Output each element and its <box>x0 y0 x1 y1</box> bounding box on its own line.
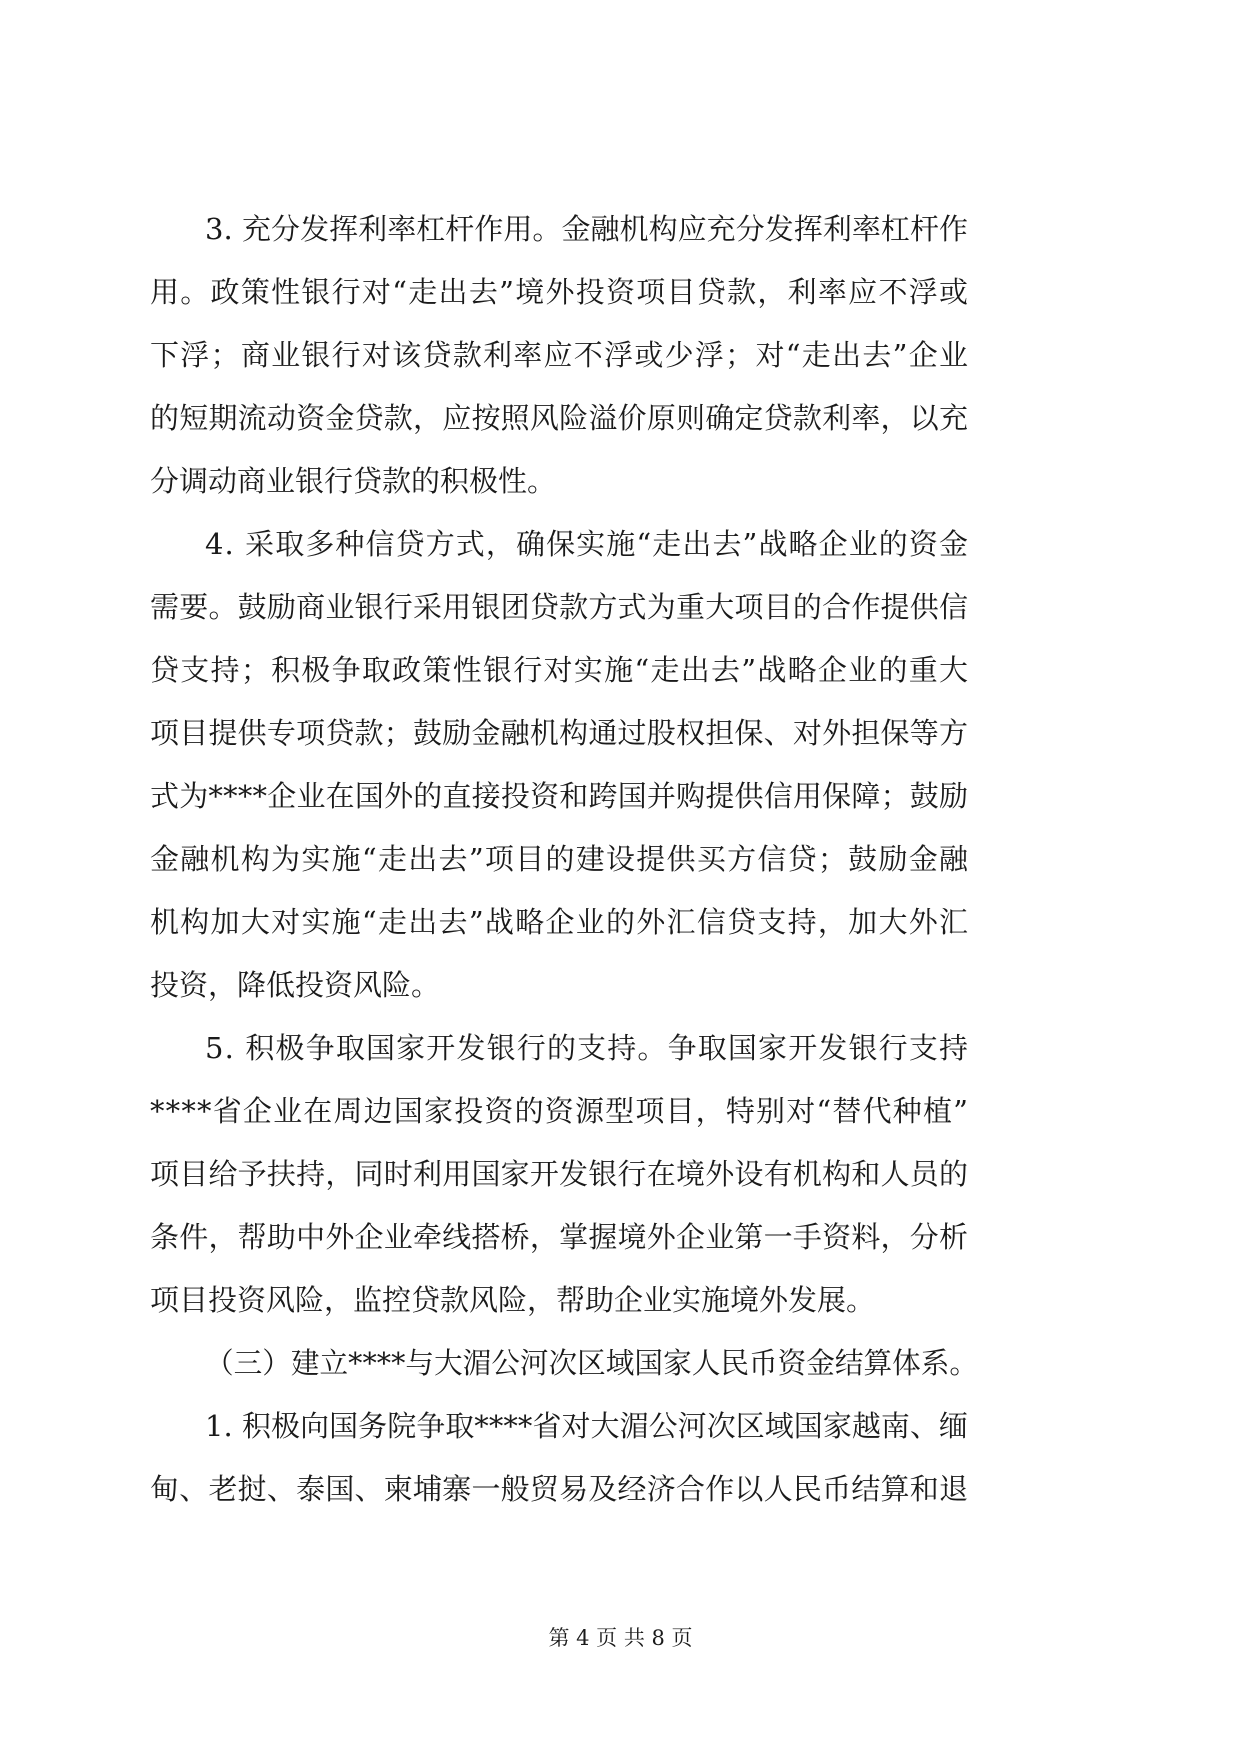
line-text: 机构加大对实施“走出去”战略企业的外汇信贷支持，加大外汇 <box>150 905 970 939</box>
text-line <box>0 260 1241 324</box>
line-text: （三）建立****与大湄公河次区域国家人民币资金结算体系。 <box>205 1346 978 1380</box>
line-text: 1. 积极向国务院争取****省对大湄公河次区域国家越南、缅 <box>205 1409 969 1443</box>
line-text: ****省企业在周边国家投资的资源型项目，特别对“替代种植” <box>150 1094 970 1128</box>
line-text: 条件，帮助中外企业牵线搭桥，掌握境外企业第一手资料，分析 <box>150 1220 969 1254</box>
text-line <box>0 449 1241 513</box>
text-line <box>0 1205 1241 1269</box>
line-text: 的短期流动资金贷款，应按照风险溢价原则确定贷款利率，以充 <box>150 401 969 435</box>
line-text: 项目给予扶持，同时利用国家开发银行在境外设有机构和人员的 <box>150 1157 969 1191</box>
line-text: 下浮；商业银行对该贷款利率应不浮或少浮；对“走出去”企业 <box>150 338 970 372</box>
text-line <box>0 323 1241 387</box>
text-line <box>0 638 1241 702</box>
page-number: 第 4 页 共 8 页 <box>548 1626 693 1650</box>
text-line <box>0 1394 1241 1458</box>
line-text: 4. 采取多种信贷方式，确保实施“走出去”战略企业的资金 <box>205 527 970 561</box>
text-line <box>0 1142 1241 1206</box>
text-line <box>0 575 1241 639</box>
text-line <box>0 1016 1241 1080</box>
text-line <box>0 764 1241 828</box>
text-line <box>0 890 1241 954</box>
text-line <box>0 827 1241 891</box>
section-heading <box>0 1331 1241 1395</box>
line-text: 式为****企业在国外的直接投资和跨国并购提供信用保障；鼓励 <box>150 779 969 813</box>
text-line <box>0 386 1241 450</box>
text-line <box>0 512 1241 576</box>
text-line <box>0 1079 1241 1143</box>
line-text: 项目投资风险，监控贷款风险，帮助企业实施境外发展。 <box>150 1283 876 1317</box>
line-text: 贷支持；积极争取政策性银行对实施“走出去”战略企业的重大 <box>150 653 970 687</box>
line-text: 需要。鼓励商业银行采用银团贷款方式为重大项目的合作提供信 <box>150 590 969 624</box>
text-line <box>0 953 1241 1017</box>
text-line <box>0 1457 1241 1521</box>
line-text: 3. 充分发挥利率杠杆作用。金融机构应充分发挥利率杠杆作 <box>205 212 969 246</box>
line-text: 5. 积极争取国家开发银行的支持。争取国家开发银行支持 <box>205 1031 970 1065</box>
line-text: 用。政策性银行对“走出去”境外投资项目贷款，利率应不浮或 <box>150 275 970 309</box>
line-text: 金融机构为实施“走出去”项目的建设提供买方信贷；鼓励金融 <box>150 842 970 876</box>
text-line <box>0 701 1241 765</box>
line-text: 分调动商业银行贷款的积极性。 <box>150 464 557 498</box>
text-line <box>0 197 1241 261</box>
line-text: 项目提供专项贷款；鼓励金融机构通过股权担保、对外担保等方 <box>150 716 969 750</box>
line-text: 甸、老挝、泰国、柬埔寨一般贸易及经济合作以人民币结算和退 <box>150 1472 969 1506</box>
text-line <box>0 1268 1241 1332</box>
line-text: 投资，降低投资风险。 <box>150 968 441 1002</box>
